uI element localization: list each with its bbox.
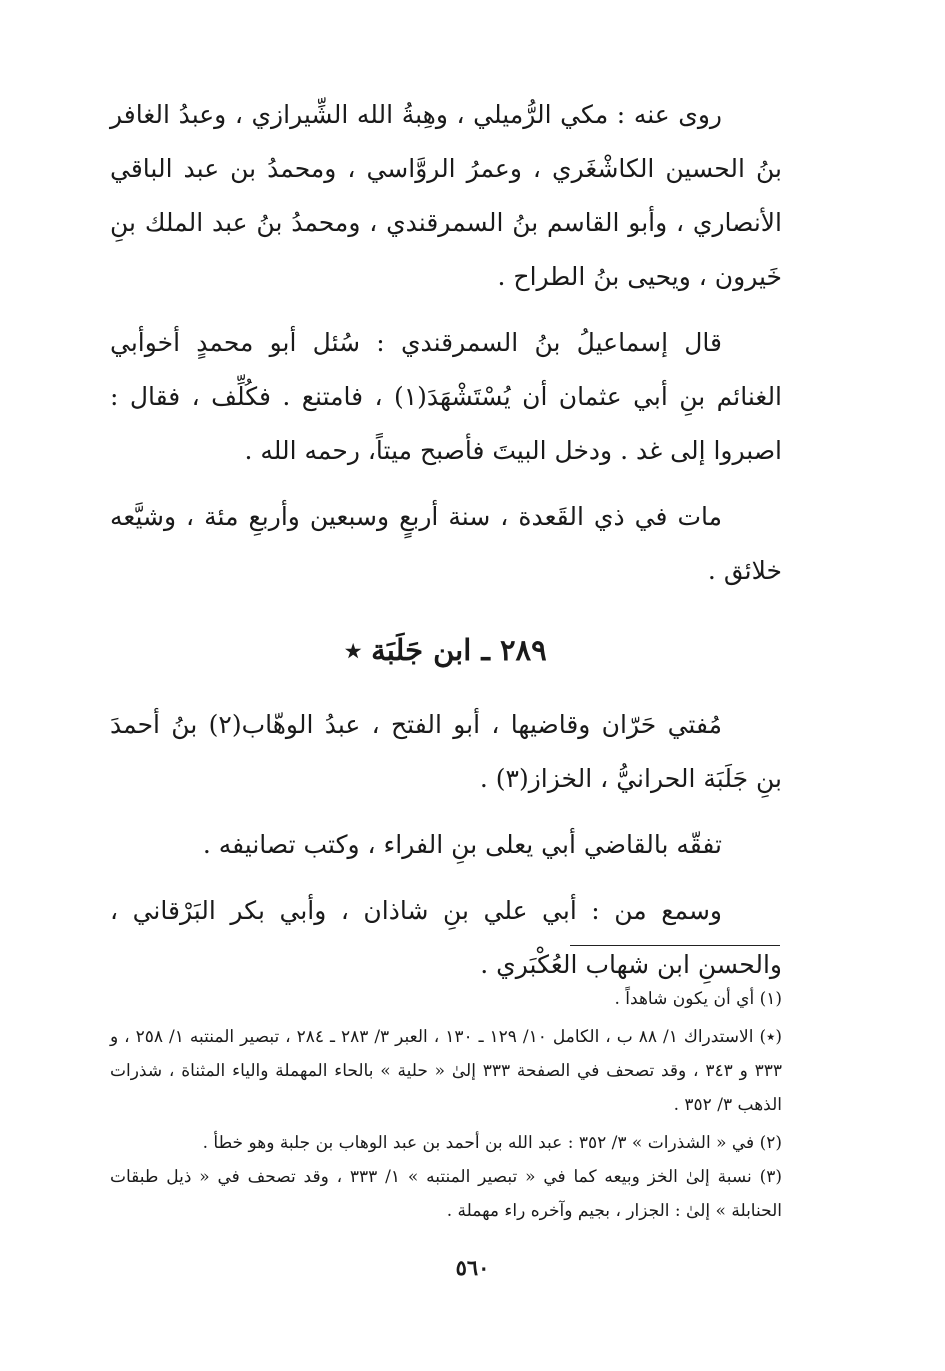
paragraph-study: تفقّه بالقاضي أبي يعلى بنِ الفراء ، وكتب تصانيفه . [202, 830, 722, 859]
page-number: ٥٦٠ [455, 1255, 490, 1280]
footnote-2: (٢) في « الشذرات » ٣/ ٣٥٢ : عبد الله بن أحمد بن عبد الوهاب بن جلبة وهو خطأ . [202, 1133, 782, 1153]
biography-heading: ٢٨٩ ـ ابن جَلَبَة ٭ [345, 633, 547, 667]
paragraph-name: مُفتي حَرّان وقاضيها ، أبو الفتح ، عبدُ الوهّاب(٢) بنُ أحمدَ بنِ جَلَبَة الحرانيُّ ، الخزاز(٣) . [110, 710, 782, 793]
footnotes [110, 982, 782, 1228]
footnote-separator [570, 945, 780, 946]
footnote-1: (١) أي أن يكون شاهداً . [614, 989, 782, 1009]
footnote-star: (٭) الاستدراك ١/ ٨٨ ب ، الكامل ١٠/ ١٢٩ ـ ١٣٠ ، العبر ٣/ ٢٨٣ ـ ٢٨٤ ، تبصير المنتبه ١/ ٢٥٨ ، و ٣٣٣ و ٣٤٣ ، وقد تصحف في الصفحة ٣٣٣ إلىٰ « حلية » بالحاء المهملة والياء المثناة ، شذرات الذهب ٣/ ٣٥٢ . [110, 1027, 782, 1115]
paragraph-narrators: روى عنه : مكي الرُّميلي ، وهِبةُ الله الشِّيرازي ، وعبدُ الغافر بنُ الحسين الكاشْغَري ، وعمرُ الروَّاسي ، ومحمدُ بن عبد الباقي الأنصاري ، وأبو القاسم بنُ السمرقندي ، ومحمدُ بنُ عبد الملك بنِ خَيرون ، ويحيى بنُ الطراح . [110, 100, 782, 291]
paragraph-heard-from: وسمع من : أبي علي بنِ شاذان ، وأبي بكر البَرْقاني ، والحسنِ ابن شهاب العُكْبَري . [110, 896, 782, 979]
main-text [110, 88, 782, 992]
paragraph-ismail-quote: قال إسماعيلُ بنُ السمرقندي : سُئل أبو محمدٍ أخوأبي الغنائم بنِ أبي عثمان أن يُسْتَشْهَدَ(١) ، فامتنع . فكُلِّف ، فقال : اصبروا إلى غد . ودخل البيتَ فأصبح ميتاً، رحمه الله . [110, 328, 783, 465]
footnote-3: (٣) نسبة إلىٰ الخز وبيعه كما في « تبصير المنتبه » ١/ ٣٣٣ ، وقد تصحف في « ذيل طبقات الحنابلة » إلىٰ : الجزار ، بجيم وآخره راء مهملة . [110, 1167, 782, 1221]
paragraph-death: مات في ذي القَعدة ، سنة أربعٍ وسبعين وأربعِ مئة ، وشيَّعه خلائق . [110, 502, 782, 585]
